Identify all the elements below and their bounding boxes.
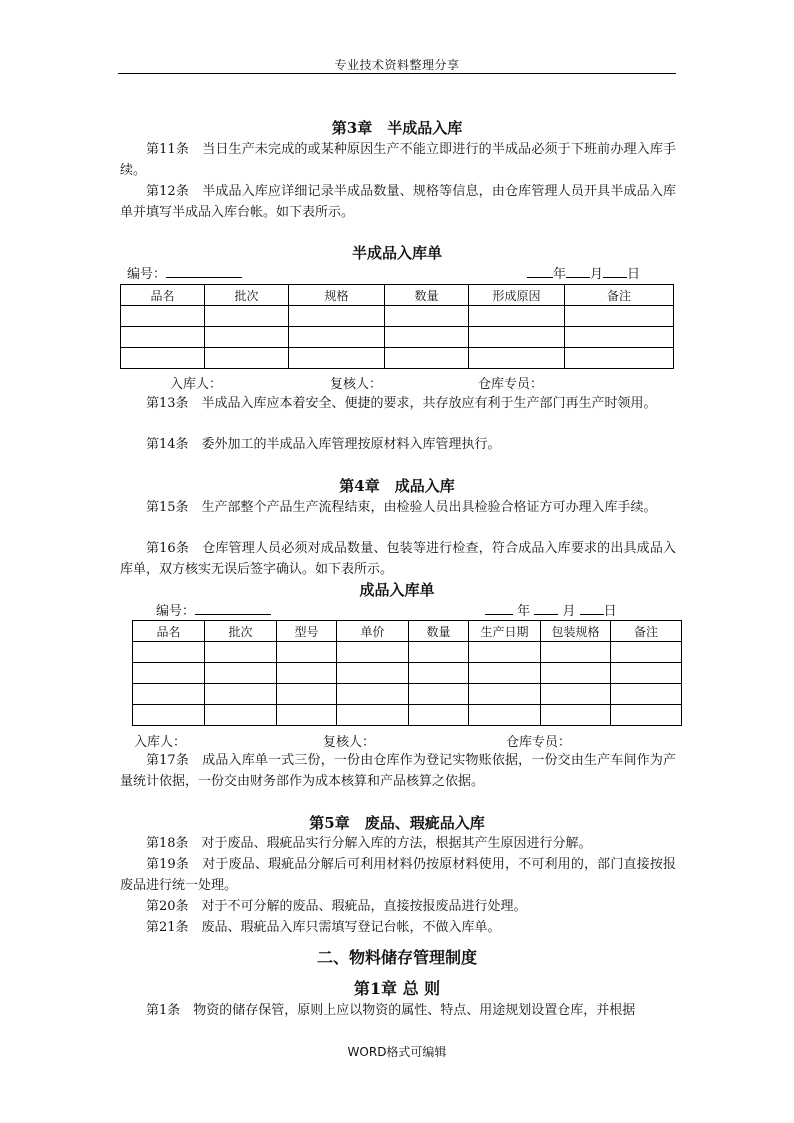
table-cell xyxy=(205,705,277,726)
chapter-1-title: 第1章 总 则 xyxy=(353,979,441,998)
form1-year: 年 xyxy=(553,267,567,282)
table-cell xyxy=(337,705,409,726)
table-cell xyxy=(565,348,674,369)
header-divider xyxy=(118,73,676,74)
column-header: 批次 xyxy=(205,621,277,642)
table-cell xyxy=(133,663,205,684)
page-header: 专业技术资料整理分享 xyxy=(334,58,460,72)
semi-finished-form-table xyxy=(120,284,674,369)
article-21: 第21条 废品、瑕疵品入库只需填写登记台帐，不做入库单。 xyxy=(146,920,501,935)
column-header: 备注 xyxy=(565,285,674,306)
form2-day-blank xyxy=(580,601,604,615)
table-cell xyxy=(289,327,385,348)
table-cell xyxy=(121,306,205,327)
table-cell xyxy=(205,684,277,705)
article-20: 第20条 对于不可分解的废品、瑕疵品，直接按报废品进行处理。 xyxy=(146,899,527,914)
table-row xyxy=(121,327,674,348)
table-row xyxy=(121,348,674,369)
form1-year-blank xyxy=(527,264,553,278)
column-header: 批次 xyxy=(205,285,289,306)
article-14: 第14条 委外加工的半成品入库管理按原材料入库管理执行。 xyxy=(146,437,501,452)
form2-number-line xyxy=(156,600,271,619)
table-cell xyxy=(121,348,205,369)
table-cell xyxy=(409,663,469,684)
table-cell xyxy=(541,705,611,726)
form2-year: 年 xyxy=(517,604,531,619)
table-row xyxy=(133,663,682,684)
table-cell xyxy=(611,705,682,726)
table-cell xyxy=(541,642,611,663)
table-cell xyxy=(385,306,469,327)
table-cell xyxy=(277,642,337,663)
table-header-row xyxy=(133,621,682,642)
table-cell xyxy=(469,705,541,726)
form1-date-line xyxy=(527,263,640,282)
table-cell xyxy=(541,663,611,684)
table-cell xyxy=(205,663,277,684)
table-cell xyxy=(133,642,205,663)
form1-day: 日 xyxy=(627,267,641,282)
form1-number-line xyxy=(127,263,242,282)
table-cell xyxy=(385,327,469,348)
table-cell xyxy=(611,684,682,705)
article-17: 第17条 成品入库单一式三份，一份由仓库作为登记实物账依据，一份交由生产车间作为产量统计依据，一份交由财务部作为成本核算和产品核算之依据。 xyxy=(120,753,676,789)
article-18: 第18条 对于废品、瑕疵品实行分解入库的方法，根据其产生原因进行分解。 xyxy=(146,836,592,851)
table-cell xyxy=(289,306,385,327)
table-cell xyxy=(337,684,409,705)
table-row xyxy=(121,306,674,327)
form2-year-blank xyxy=(485,601,513,615)
form1-number-label: 编号： xyxy=(127,267,167,282)
form1-number-blank xyxy=(166,264,242,278)
table-cell xyxy=(469,327,565,348)
column-header: 品名 xyxy=(133,621,205,642)
page-footer: WORD格式可编辑 xyxy=(347,1045,447,1059)
table-cell xyxy=(409,642,469,663)
article-15: 第15条 生产部整个产品生产流程结束，由检验人员出具检验合格证方可办理入库手续。 xyxy=(146,500,657,515)
article-16: 第16条 仓库管理人员必须对成品数量、包装等进行检查，符合成品入库要求的出具成品入库单，双方核实无误后签字确认。如下表所示。 xyxy=(120,541,676,577)
chapter-4-title: 第4章 成品入库 xyxy=(339,477,455,495)
table-cell xyxy=(337,642,409,663)
part-2-title: 二、物料储存管理制度 xyxy=(316,948,477,967)
form2-number-blank xyxy=(195,601,271,615)
finished-form-title: 成品入库单 xyxy=(359,581,435,599)
table-cell xyxy=(337,663,409,684)
table-row xyxy=(133,642,682,663)
form2-reviewer-label: 复核人： xyxy=(323,735,376,750)
table-cell xyxy=(469,642,541,663)
form2-number-label: 编号： xyxy=(156,604,196,619)
form1-month: 月 xyxy=(590,267,604,282)
table-cell xyxy=(205,327,289,348)
article-11: 第11条 当日生产未完成的或某种原因生产不能立即进行的半成品必须于下班前办理入库手续。 xyxy=(120,142,676,178)
column-header: 形成原因 xyxy=(469,285,565,306)
form2-receiver-label: 入库人： xyxy=(134,735,187,750)
form1-receiver-label: 入库人： xyxy=(170,377,223,392)
column-header: 备注 xyxy=(611,621,682,642)
column-header: 单价 xyxy=(337,621,409,642)
table-cell xyxy=(469,684,541,705)
column-header: 规格 xyxy=(289,285,385,306)
form1-clerk-label: 仓库专员： xyxy=(478,377,544,392)
table-cell xyxy=(409,684,469,705)
table-cell xyxy=(205,642,277,663)
table-cell xyxy=(205,306,289,327)
column-header: 型号 xyxy=(277,621,337,642)
table-cell xyxy=(469,663,541,684)
table-cell xyxy=(277,684,337,705)
table-cell xyxy=(385,348,469,369)
table-header-row xyxy=(121,285,674,306)
form2-day: 日 xyxy=(603,604,617,619)
column-header: 品名 xyxy=(121,285,205,306)
chapter-5-title: 第5章 废品、瑕疵品入库 xyxy=(309,814,485,832)
form2-clerk-label: 仓库专员： xyxy=(506,735,572,750)
table-cell xyxy=(205,348,289,369)
form1-day-blank xyxy=(603,264,627,278)
semi-finished-form-title: 半成品入库单 xyxy=(351,244,442,262)
table-cell xyxy=(277,663,337,684)
table-cell xyxy=(565,327,674,348)
form1-reviewer-label: 复核人： xyxy=(330,377,383,392)
table-cell xyxy=(289,348,385,369)
form1-month-blank xyxy=(566,264,590,278)
column-header: 数量 xyxy=(385,285,469,306)
article-13: 第13条 半成品入库应本着安全、便捷的要求，共存放应有利于生产部门再生产时领用。 xyxy=(146,396,657,411)
table-cell xyxy=(469,306,565,327)
article-1: 第1条 物资的储存保管，原则上应以物资的属性、特点、用途规划设置仓库，并根据 xyxy=(146,1003,636,1018)
table-cell xyxy=(469,348,565,369)
column-header: 数量 xyxy=(409,621,469,642)
article-12: 第12条 半成品入库应详细记录半成品数量、规格等信息，由仓库管理人员开具半成品入库单并填写半成品入库台帐。如下表所示。 xyxy=(120,184,676,220)
chapter-3-title: 第3章 半成品入库 xyxy=(331,119,463,137)
table-row xyxy=(133,705,682,726)
form2-date-line xyxy=(485,600,617,619)
table-cell xyxy=(611,642,682,663)
table-cell xyxy=(611,663,682,684)
table-cell xyxy=(133,684,205,705)
article-19: 第19条 对于废品、瑕疵品分解后可利用材料仍按原材料使用，不可利用的，部门直接按报废品进行统一处理。 xyxy=(120,857,676,893)
column-header: 生产日期 xyxy=(469,621,541,642)
table-cell xyxy=(409,705,469,726)
column-header: 包装规格 xyxy=(541,621,611,642)
table-cell xyxy=(541,684,611,705)
table-cell xyxy=(133,705,205,726)
finished-form-table xyxy=(132,620,682,726)
form2-month-blank xyxy=(534,601,558,615)
table-cell xyxy=(277,705,337,726)
table-row xyxy=(133,684,682,705)
form2-month: 月 xyxy=(562,604,576,619)
table-cell xyxy=(565,306,674,327)
table-cell xyxy=(121,327,205,348)
